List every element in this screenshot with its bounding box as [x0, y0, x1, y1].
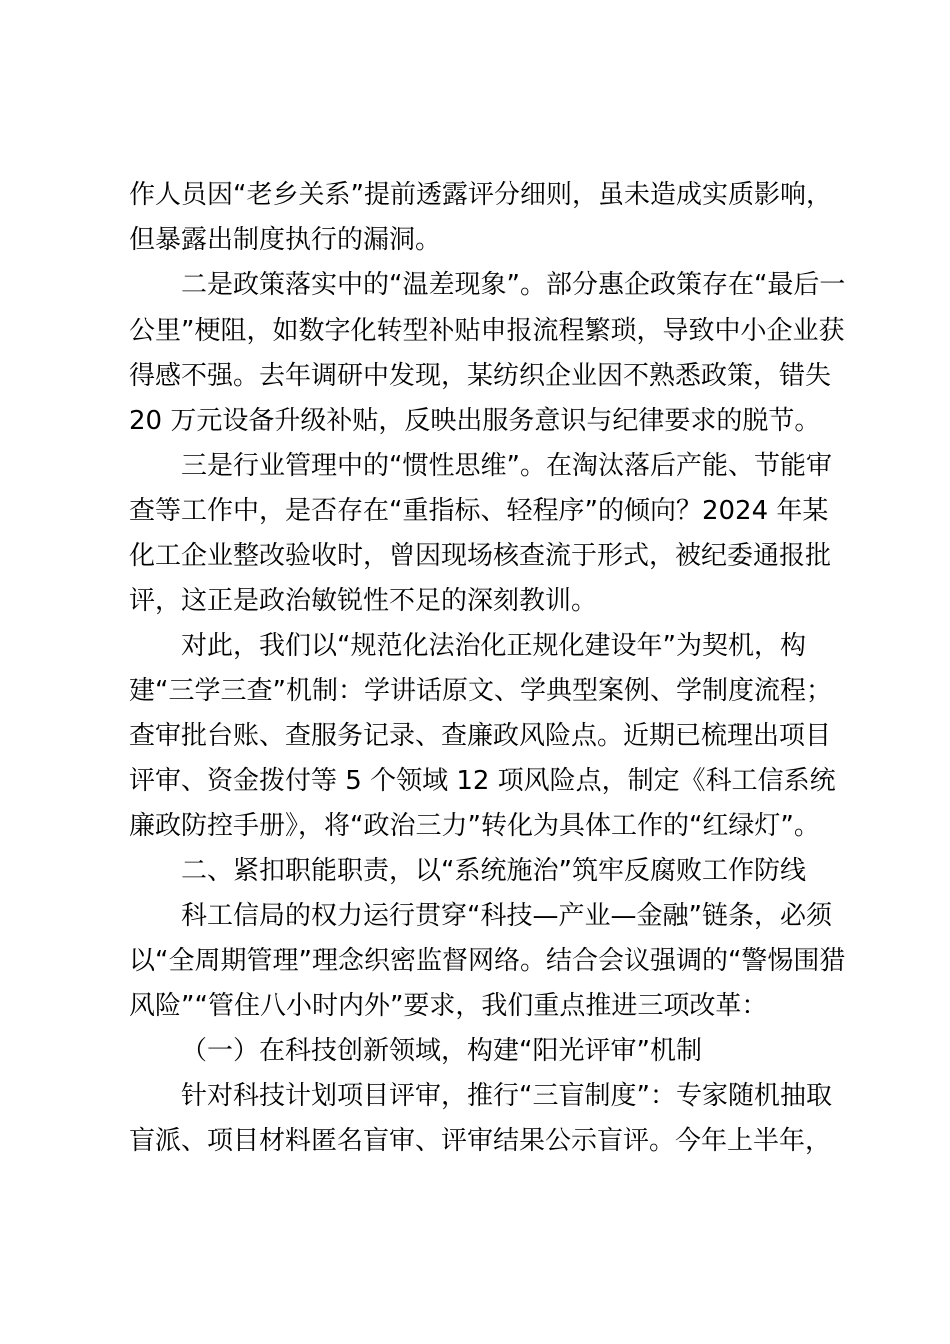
paragraph-line: 对此，我们以“规范化法治化正规化建设年”为契机，构 — [181, 631, 806, 661]
paragraph-line: 盲派、项目材料匿名盲审、评审结果公示盲评。今年上半年， — [129, 1126, 832, 1156]
paragraph-line: 查审批台账、查服务记录、查廉政风险点。近期已梳理出项目 — [129, 721, 832, 751]
paragraph-line: 二是政策落实中的“温差现象”。部分惠企政策存在“最后一 — [181, 270, 846, 300]
paragraph-line: 风险”“管住八小时内外”要求，我们重点推进三项改革： — [129, 991, 768, 1021]
paragraph-line: 针对科技计划项目评审，推行“三盲制度”：专家随机抽取 — [181, 1081, 832, 1111]
paragraph-line: 以“全周期管理”理念织密监督网络。结合会议强调的“警惕围猎 — [129, 946, 846, 976]
paragraph-line: 化工企业整改验收时，曾因现场核查流于形式，被纪委通报批 — [129, 541, 832, 571]
section-heading: 二、紧扣职能职责，以“系统施治”筑牢反腐败工作防线 — [181, 856, 806, 886]
subsection-heading: （一）在科技创新领域，构建“阳光评审”机制 — [181, 1036, 702, 1066]
paragraph-line: 建“三学三查”机制：学讲话原文、学典型案例、学制度流程； — [129, 676, 832, 706]
paragraph-line: 廉政防控手册》，将“政治三力”转化为具体工作的“红绿灯”。 — [129, 811, 820, 841]
paragraph-line: 20 万元设备升级补贴，反映出服务意识与纪律要求的脱节。 — [129, 406, 821, 436]
paragraph-line: 作人员因“老乡关系”提前透露评分细则，虽未造成实质影响， — [129, 180, 832, 210]
paragraph-line: 得感不强。去年调研中发现，某纺织企业因不熟悉政策，错失 — [129, 361, 832, 391]
paragraph-line: 但暴露出制度执行的漏洞。 — [129, 225, 442, 255]
paragraph-line: 查等工作中，是否存在“重指标、轻程序”的倾向？2024 年某 — [129, 496, 829, 526]
paragraph-line: 公里”梗阻，如数字化转型补贴申报流程繁琐，导致中小企业获 — [129, 316, 845, 346]
paragraph-line: 科工信局的权力运行贯穿“科技—产业—金融”链条，必须 — [181, 901, 832, 931]
paragraph-line: 评，这正是政治敏锐性不足的深刻教训。 — [129, 586, 598, 616]
paragraph-line: 三是行业管理中的“惯性思维”。在淘汰落后产能、节能审 — [181, 451, 832, 481]
paragraph-line: 评审、资金拨付等 5 个领域 12 项风险点，制定《科工信系统 — [129, 766, 836, 796]
